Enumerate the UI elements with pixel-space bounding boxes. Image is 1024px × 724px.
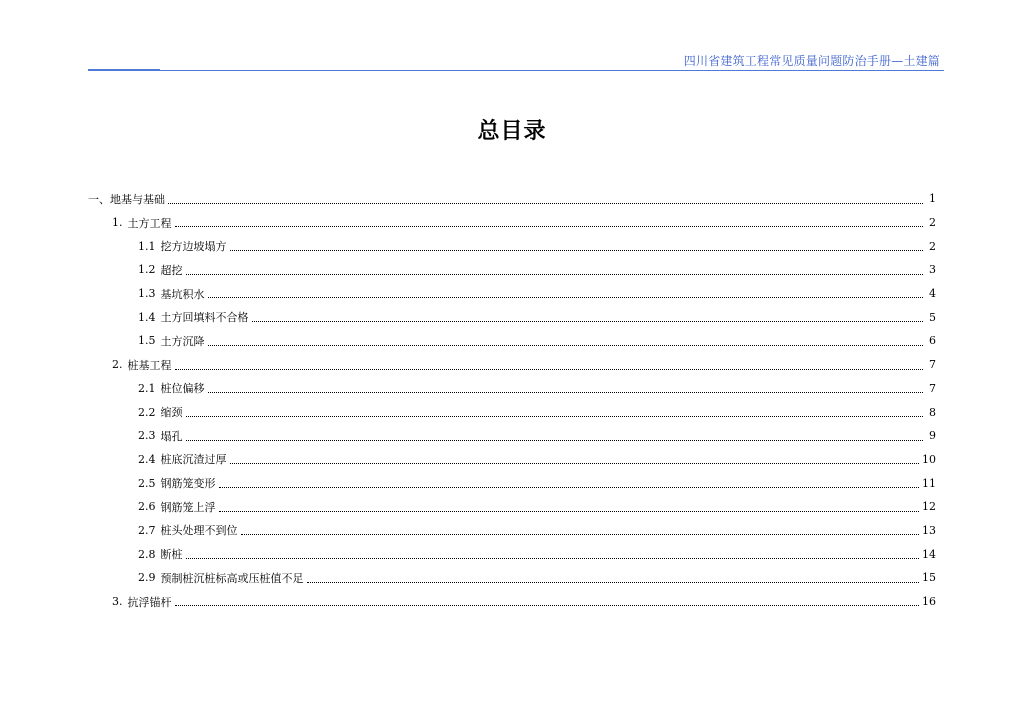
toc-entry[interactable]	[88, 305, 936, 329]
toc-entry-page: 16	[922, 595, 936, 609]
toc-entry-page: 1	[929, 192, 936, 206]
toc-entry-page: 4	[929, 287, 936, 301]
toc-entry-number: 1.	[112, 216, 123, 230]
toc-entry-title: 桩位偏移	[160, 382, 205, 396]
toc-dot-leader	[175, 368, 924, 370]
page-title: 总目录	[477, 118, 547, 144]
toc-dot-leader	[252, 320, 924, 322]
toc-entry[interactable]	[88, 471, 936, 495]
toc-entry[interactable]	[88, 258, 936, 282]
toc-dot-leader	[168, 202, 923, 204]
toc-entry[interactable]	[88, 329, 936, 353]
toc-entry-number: 2.7	[138, 523, 156, 537]
toc-entry-title: 超挖	[160, 263, 183, 277]
toc-dot-leader	[175, 225, 924, 227]
toc-entry-page: 2	[929, 216, 936, 230]
toc-entry-page: 2	[929, 239, 936, 253]
toc-entry[interactable]	[88, 424, 936, 448]
toc-entry-page: 12	[922, 500, 936, 514]
toc-entry-number: 1.2	[138, 263, 156, 277]
toc-entry-page: 5	[929, 310, 936, 324]
toc-entry-page: 3	[929, 263, 936, 277]
toc-entry-title: 桩基工程	[127, 358, 172, 372]
toc-entry-title: 预制桩沉桩标高或压桩值不足	[160, 571, 304, 585]
toc-entry-title: 挖方边坡塌方	[160, 240, 227, 254]
toc-entry-page: 7	[929, 381, 936, 395]
toc-entry-number: 2.3	[138, 429, 156, 443]
toc-dot-leader	[186, 273, 924, 275]
toc-entry-number: 1.4	[138, 310, 156, 324]
toc-entry-title: 断桩	[160, 548, 183, 562]
running-header: 四川省建筑工程常见质量问题防治手册—土建篇	[683, 54, 940, 68]
toc-entry-title: 土方工程	[127, 216, 172, 230]
header-rule	[88, 70, 944, 71]
toc-entry-page: 9	[929, 429, 936, 443]
toc-entry-number: 2.4	[138, 452, 156, 466]
toc-entry-title: 基坑积水	[160, 287, 205, 301]
toc-entry-number: 1.3	[138, 287, 156, 301]
toc-entry[interactable]	[88, 234, 936, 258]
toc-dot-leader	[230, 462, 920, 464]
toc-entry-number: 2.1	[138, 381, 156, 395]
toc-entry-page: 6	[929, 334, 936, 348]
toc-entry-title: 地基与基础	[110, 192, 165, 206]
toc-entry-number: 2.8	[138, 547, 156, 561]
toc-entry-number: 1.5	[138, 334, 156, 348]
toc-entry[interactable]	[88, 211, 936, 235]
toc-dot-leader	[186, 415, 924, 417]
toc-entry-number: 1.1	[138, 239, 156, 253]
toc-entry-title: 钢筋笼上浮	[160, 500, 216, 514]
toc-entry-page: 15	[922, 571, 936, 585]
toc-entry[interactable]	[88, 566, 936, 590]
toc-entry-number: 3.	[112, 595, 123, 609]
toc-entry[interactable]	[88, 282, 936, 306]
toc-entry[interactable]	[88, 495, 936, 519]
toc-entry-page: 8	[929, 405, 936, 419]
table-of-contents	[88, 187, 936, 613]
toc-dot-leader	[208, 296, 924, 298]
toc-dot-leader	[307, 581, 920, 583]
toc-dot-leader	[208, 344, 924, 346]
toc-entry-title: 土方回填料不合格	[160, 311, 249, 325]
toc-entry[interactable]	[88, 187, 936, 211]
toc-dot-leader	[208, 391, 924, 393]
toc-dot-leader	[219, 486, 920, 488]
toc-entry-page: 11	[922, 476, 936, 490]
toc-entry-title: 塌孔	[160, 429, 183, 443]
toc-entry-title: 抗浮锚杆	[127, 595, 172, 609]
toc-entry-number: 一、	[88, 192, 110, 206]
toc-entry[interactable]	[88, 353, 936, 377]
toc-entry-number: 2.	[112, 358, 123, 372]
toc-entry-number: 2.6	[138, 500, 156, 514]
toc-entry-number: 2.2	[138, 405, 156, 419]
toc-entry-title: 桩头处理不到位	[160, 524, 238, 538]
toc-entry[interactable]	[88, 542, 936, 566]
toc-dot-leader	[230, 249, 924, 251]
toc-entry[interactable]	[88, 400, 936, 424]
toc-entry[interactable]	[88, 590, 936, 614]
toc-dot-leader	[219, 510, 920, 512]
toc-entry-title: 桩底沉渣过厚	[160, 453, 227, 467]
toc-entry[interactable]	[88, 377, 936, 401]
toc-entry-page: 10	[922, 452, 936, 466]
toc-dot-leader	[186, 557, 920, 559]
toc-entry-number: 2.5	[138, 476, 156, 490]
toc-entry-title: 钢筋笼变形	[160, 477, 216, 491]
toc-entry-title: 土方沉降	[160, 334, 205, 348]
toc-entry-number: 2.9	[138, 571, 156, 585]
toc-dot-leader	[175, 604, 920, 606]
toc-entry-page: 13	[922, 523, 936, 537]
toc-entry-page: 7	[929, 358, 936, 372]
toc-dot-leader	[241, 533, 920, 535]
toc-entry[interactable]	[88, 519, 936, 543]
toc-entry[interactable]	[88, 448, 936, 472]
toc-dot-leader	[186, 439, 924, 441]
toc-entry-title: 缩颈	[160, 406, 183, 420]
toc-entry-page: 14	[922, 547, 936, 561]
